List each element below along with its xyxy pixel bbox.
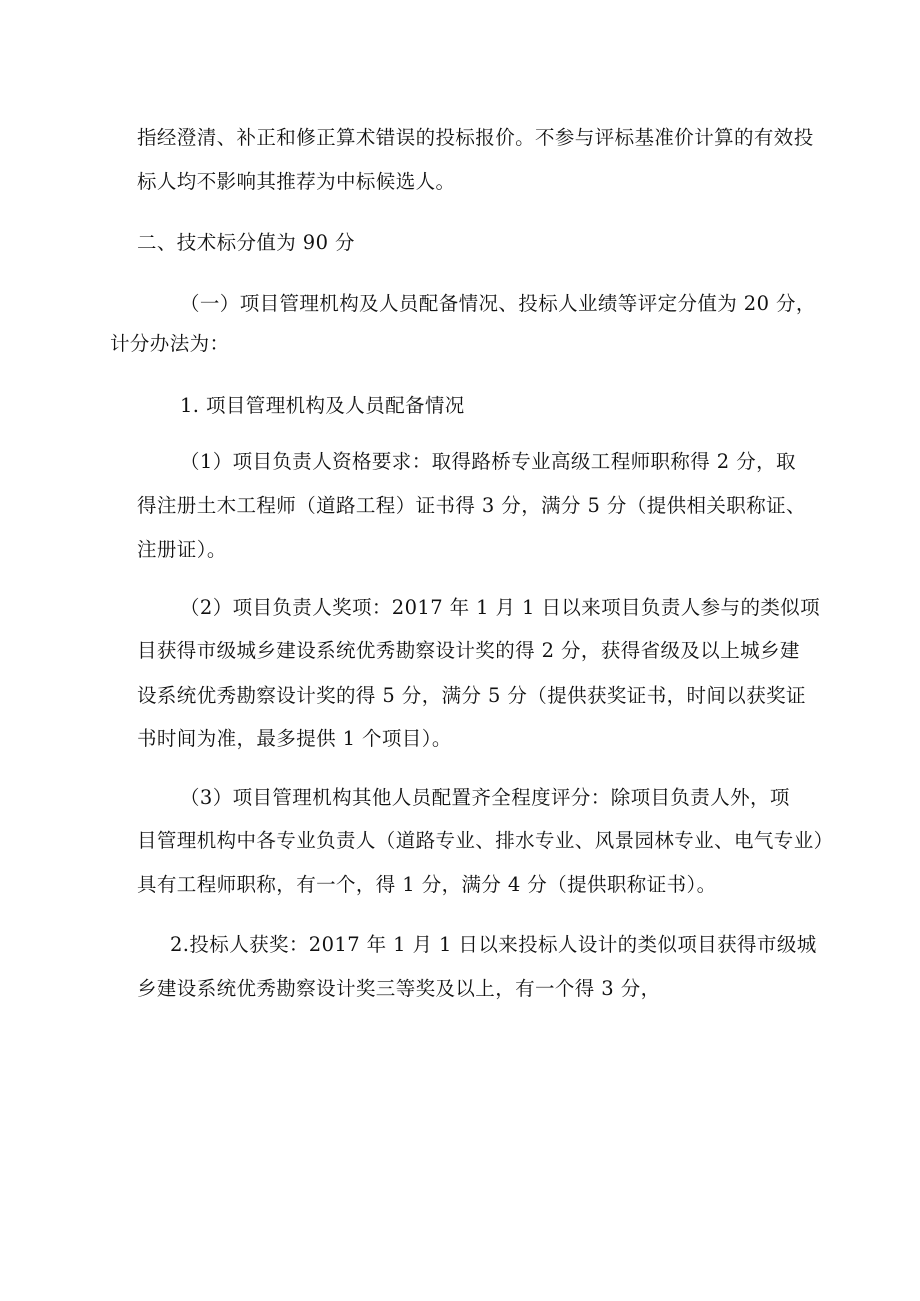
text-line: 标人均不影响其推荐为中标候选人。 [137,170,456,193]
text-line: 乡建设系统优秀勘察设计奖三等奖及以上，有一个得 3 分， [137,977,661,1000]
text-line: 指经澄清、补正和修正算术错误的投标报价。不参与评标基准价计算的有效投 [137,126,814,149]
text-line: （3）项目管理机构其他人员配置齐全程度评分：除项目负责人外，项 [180,786,790,809]
text-line: 具有工程师职称，有一个，得 1 分，满分 4 分（提供职称证书）。 [137,873,717,896]
text-line: 注册证）。 [137,538,227,561]
text-line: 目管理机构中各专业负责人（道路专业、排水专业、风景园林专业、电气专业） [137,829,834,852]
text-line: 书时间为准，最多提供 1 个项目）。 [137,727,452,750]
text-line: 得注册土木工程师（道路工程）证书得 3 分，满分 5 分（提供相关职称证、 [137,494,806,517]
text-line: 计分办法为： [110,332,230,355]
section-heading: 二、技术标分值为 90 分 [137,231,355,254]
text-line: （2）项目负责人奖项：2017 年 1 月 1 日以来项目负责人参与的类似项 [180,596,821,619]
text-line: （一）项目管理机构及人员配备情况、投标人业绩等评定分值为 20 分， [180,292,816,315]
text-line: 设系统优秀勘察设计奖的得 5 分，满分 5 分（提供获奖证书，时间以获奖证 [137,684,806,707]
text-line: （1）项目负责人资格要求：取得路桥专业高级工程师职称得 2 分，取 [180,450,796,473]
subsection-heading: 1. 项目管理机构及人员配备情况 [180,394,465,417]
text-line: 目获得市级城乡建设系统优秀勘察设计奖的得 2 分，获得省级及以上城乡建 [137,639,800,662]
text-line: 2.投标人获奖：2017 年 1 月 1 日以来投标人设计的类似项目获得市级城 [170,933,817,956]
